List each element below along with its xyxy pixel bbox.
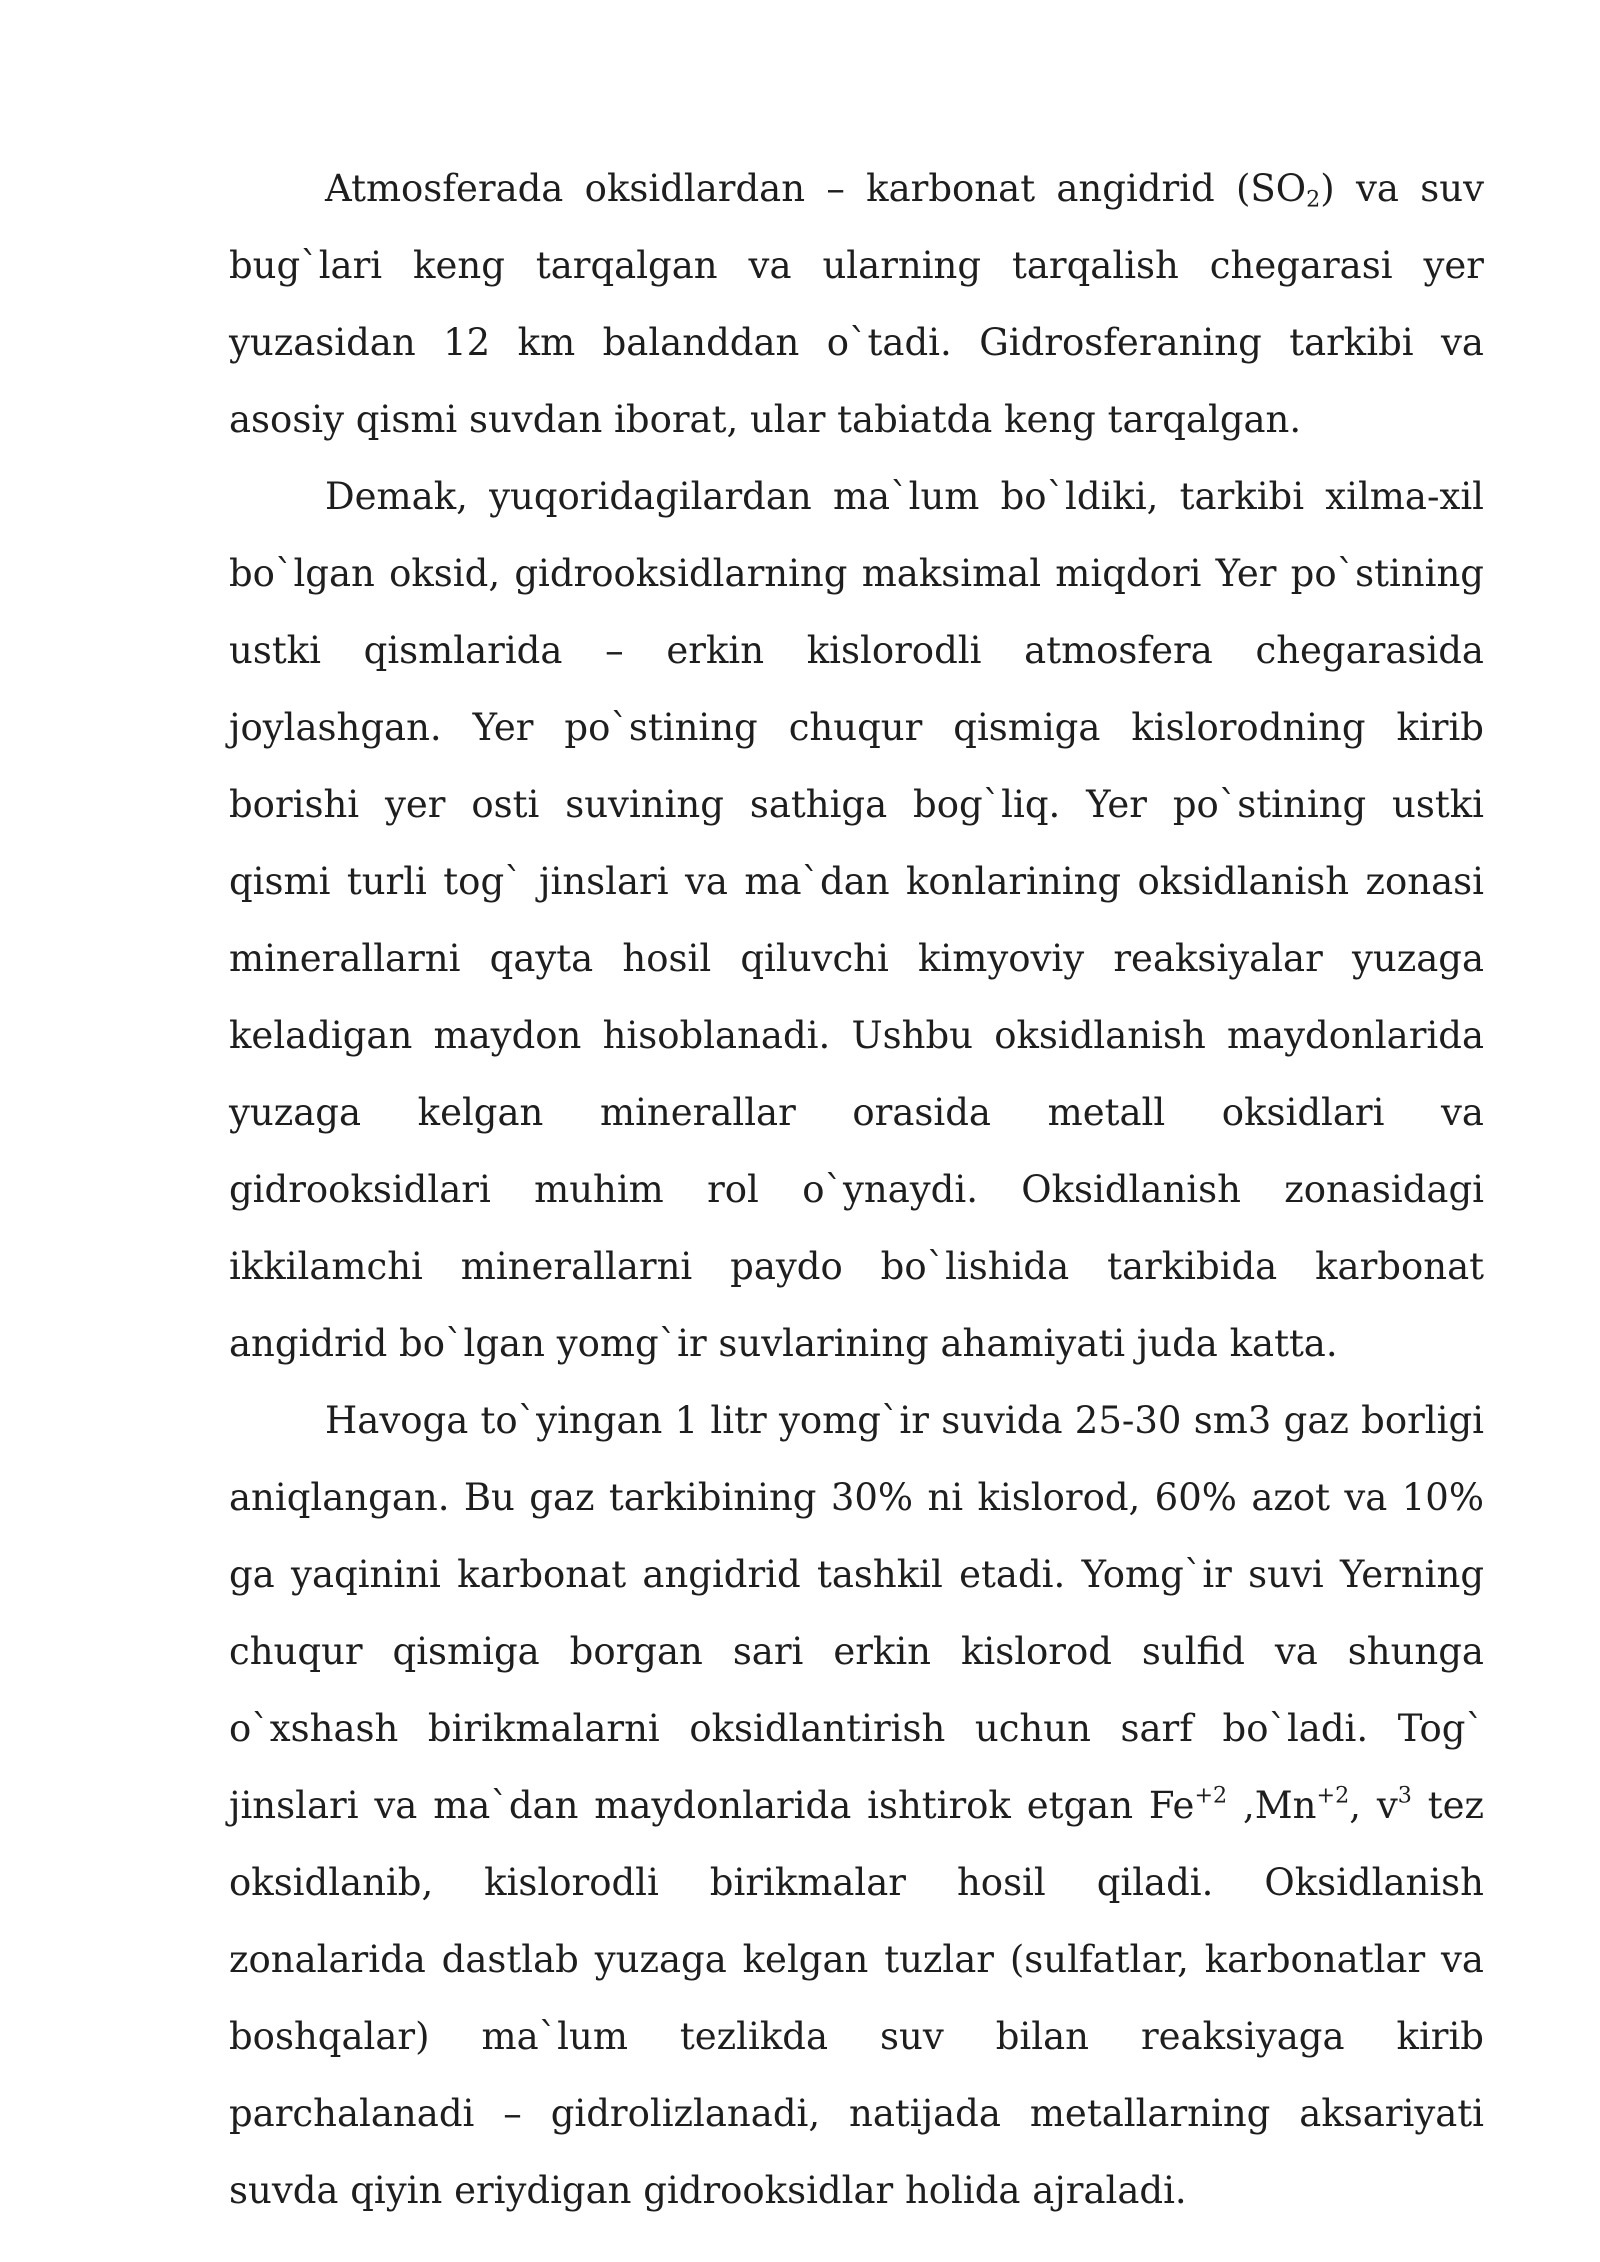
superscript-mn: +2 — [1316, 1782, 1350, 1809]
paragraph-3-text-b: ,Mn — [1227, 1784, 1317, 1827]
superscript-v: 3 — [1397, 1782, 1412, 1809]
paragraph-3-text-c: , v — [1349, 1784, 1398, 1827]
paragraph-3 — [229, 1382, 1484, 2229]
superscript-fe: +2 — [1194, 1782, 1228, 1809]
paragraph-2: Demak, yuqoridagilardan ma`lum bo`ldiki, tarkibi xilma-xil bo`lgan oksid, gidrooksidlarning maksimal miqdori Yer po`stining ustki qismlarida – erkin kislorodli atmosfera chegarasida joylashgan. Yer po`stining chuqur qismiga kislorodning kirib borishi yer osti suvining sathiga bog`liq. Yer po`stining ustki qismi turli tog` jinslari va ma`dan konlarining oksidlanish zonasi minerallarni qayta hosil qiluvchi kimyoviy reaksiyalar yuzaga keladigan maydon hisoblanadi. Ushbu oksidlanish maydonlarida yuzaga kelgan minerallar orasida metall oksidlari va gidrooksidlari muhim rol o`ynaydi. Oksidlanish zonasidagi ikkilamchi minerallarni paydo bo`lishida tarkibida karbonat angidrid bo`lgan yomg`ir suvlarining ahamiyati juda katta. — [229, 475, 1484, 1365]
paragraph-1-text-a: Atmosferada oksidlardan – karbonat angidrid (SO — [325, 167, 1307, 210]
subscript-2: 2 — [1306, 186, 1321, 213]
document-body — [229, 150, 1484, 2229]
paragraph-3-text-d: tez oksidlanib, kislorodli birikmalar hosil qiladi. Oksidlanish zonalarida dastlab yuzaga kelgan tuzlar (sulfatlar, karbonatlar va boshqalar) ma`lum tezlikda suv bilan reaksiyaga kirib parchalanadi – gidrolizlanadi, natijada metallarning aksariyati suvda qiyin eriydigan gidrooksidlar holida ajraladi. — [229, 1784, 1484, 2212]
paragraph-1-text-b: ) va suv bug`lari keng tarqalgan va ularning tarqalish chegarasi yer yuzasidan 12 km balanddan o`tadi. Gidrosferaning tarkibi va asosiy qismi suvdan iborat, ular tabiatda keng tarqalgan. — [229, 167, 1484, 441]
paragraph-1 — [229, 150, 1484, 458]
paragraph-3-text-a: Havoga to`yingan 1 litr yomg`ir suvida 25-30 sm3 gaz borligi aniqlangan. Bu gaz tarkibining 30% ni kislorod, 60% azot va 10% ga yaqinini karbonat angidrid tashkil etadi. Yomg`ir suvi Yerning chuqur qismiga borgan sari erkin kislorod sulfid va shunga o`xshash birikmalarni oksidlantirish uchun sarf bo`ladi. Tog` jinslari va ma`dan maydonlarida ishtirok etgan Fe — [229, 1399, 1484, 1827]
